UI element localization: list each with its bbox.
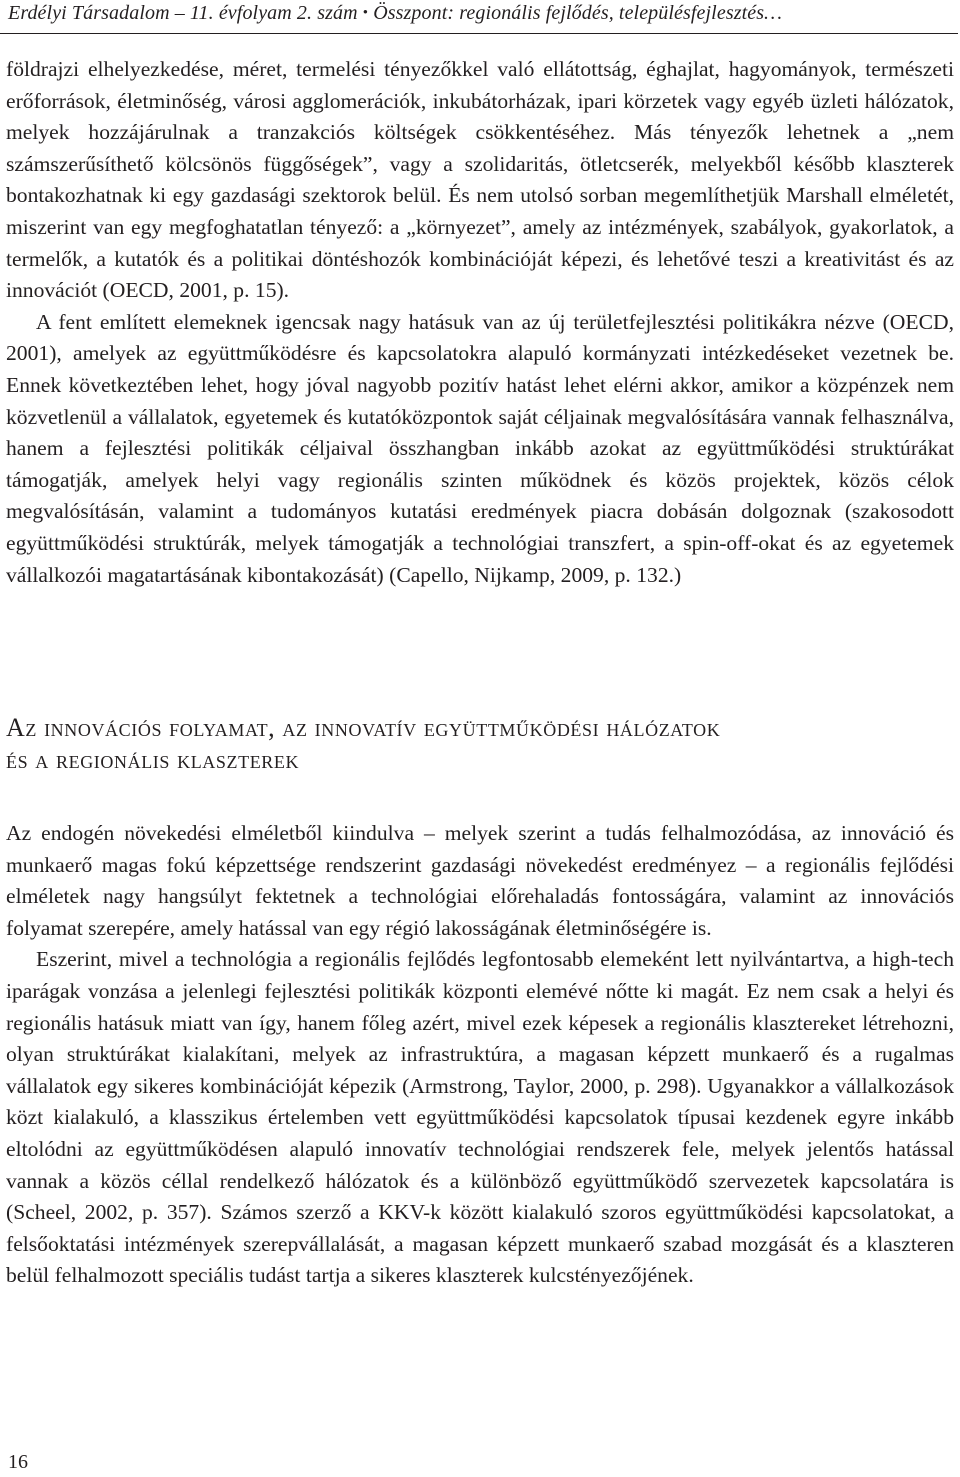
body-text-top xyxy=(6,54,954,591)
journal-title: Erdélyi Társadalom – 11. évfolyam 2. szám xyxy=(8,2,358,24)
paragraph-continued: földrajzi elhelyezkedése, méret, termelési tényezőkkel való ellátottság, éghajlat, hagyományok, természeti erőforrások, életminőség, városi agglomerációk, inkubátorházak, ipari körzetek vagy egyéb üzleti hálózatok, melyek hozzájárulnak a tranzakciós költségek csökkentéséhez. Más tényezők lehetnek a „nem számszerűsíthető kölcsönös függőségek”, vagy a szolidaritás, ötletcserék, melyekből később klaszterek bontakozhatnak ki egy gazdasági szektorok belül. És nem utolsó sorban megemlíthetjük Marshall elméletét, miszerint van egy megfoghatatlan tényező: a „környezet”, amely az intézmények, szabályok, gyakorlatok, a termelők, a kutatók és a politikai döntéshozók kombinációját képezi, és lehetővé teszi a kreativitást és az innovációt (OECD, 2001, p. 15). xyxy=(6,57,954,303)
bullet-separator-icon: • xyxy=(362,5,369,21)
section-heading xyxy=(6,712,954,776)
running-header xyxy=(8,2,953,25)
body-text-section xyxy=(6,818,954,1292)
paragraph: A fent említett elemeknek igencsak nagy hatásuk van az új területfejlesztési politikákra nézve (OECD, 2001), amelyek az együttműködésre és kapcsolatokra alapuló kormányzati intézkedéseket vezetnek be. Ennek következtében lehet, hogy jóval nagyobb pozitív hatást lehet elérni akkor, amikor a közpénzek nem közvetlenül a vállalatok, egyetemek és kutatóközpontok saját céljainak megvalósítására vannak felhasználva, hanem a fejlesztési politikák céljaival összhangban inkább azokat az együttműködési struktúrákat támogatják, amelyek helyi vagy regionális szinten működnek és közös projektek, közös célok megvalósításán, valamint a tudományos kutatási eredmények piacra dobásán dolgoznak (szakosodott együttműködési struktúrák, melyek támogatják a technológiai transzfert, a spin-off-okat és az egyetemek vállalkozói magatartásának kibontakozását) (Capello, Nijkamp, 2009, p. 132.) xyxy=(6,309,954,587)
section-heading-line-2: és a regionális klaszterek xyxy=(6,745,300,774)
issue-theme: Összpont: regionális fejlődés, településfejlesztés… xyxy=(373,2,782,24)
header-divider xyxy=(0,33,958,34)
section-heading-line-1: Az innovációs folyamat, az innovatív együttműködési hálózatok xyxy=(6,713,721,742)
paragraph: Eszerint, mivel a technológia a regionális fejlődés legfontosabb elemeként lett nyilvántartva, a high-tech iparágak vonzása a jelenlegi fejlesztési politikák központi elemévé nőtte ki magát. Ez nem csak a helyi és regionális hatásuk miatt van így, hanem főleg azért, mivel ezek képesek a regionális klasztereket létrehozni, olyan struktúrákat kialakítani, melyek az infrastruktúra, a magasan képzett munkaerő és a rugalmas vállalatok egy sikeres kombinációját képezik (Armstrong, Taylor, 2000, p. 298). Ugyanakkor a vállalkozások közt kialakuló, a klasszikus értelemben vett együttműködési kapcsolatok típusai kezdenek egyre inkább eltolódni az együttműködésen alapuló innovatív technológiai rendszerek fele, melyek jelentős hatással vannak a közös céllal rendelkező hálózatok és a különböző együttműködő szervezetek kapcsolatára is (Scheel, 2002, p. 357). Számos szerző a KKV-k között kialakuló szoros együttműködési kapcsolatokat, a felsőoktatási intézmények szerepvállalását, a magasan képzett munkaerő szabad mozgását és a klaszteren belül felhalmozott speciális tudást tartja a sikeres klaszterek kulcstényezőjének. xyxy=(6,947,954,1288)
paragraph: Az endogén növekedési elméletből kiindulva – melyek szerint a tudás felhalmozódása, az innováció és munkaerő magas fokú képzettsége rendszerint gazdasági növekedést eredményez – a regionális fejlődési elméletek nagy hangsúlyt fektetnek a technológiai előrehaladás fontosságára, valamint az innovációs folyamat szerepére, amely hatással van egy régió lakosságának életminőségére is. xyxy=(6,821,954,940)
page-number: 16 xyxy=(8,1451,28,1473)
